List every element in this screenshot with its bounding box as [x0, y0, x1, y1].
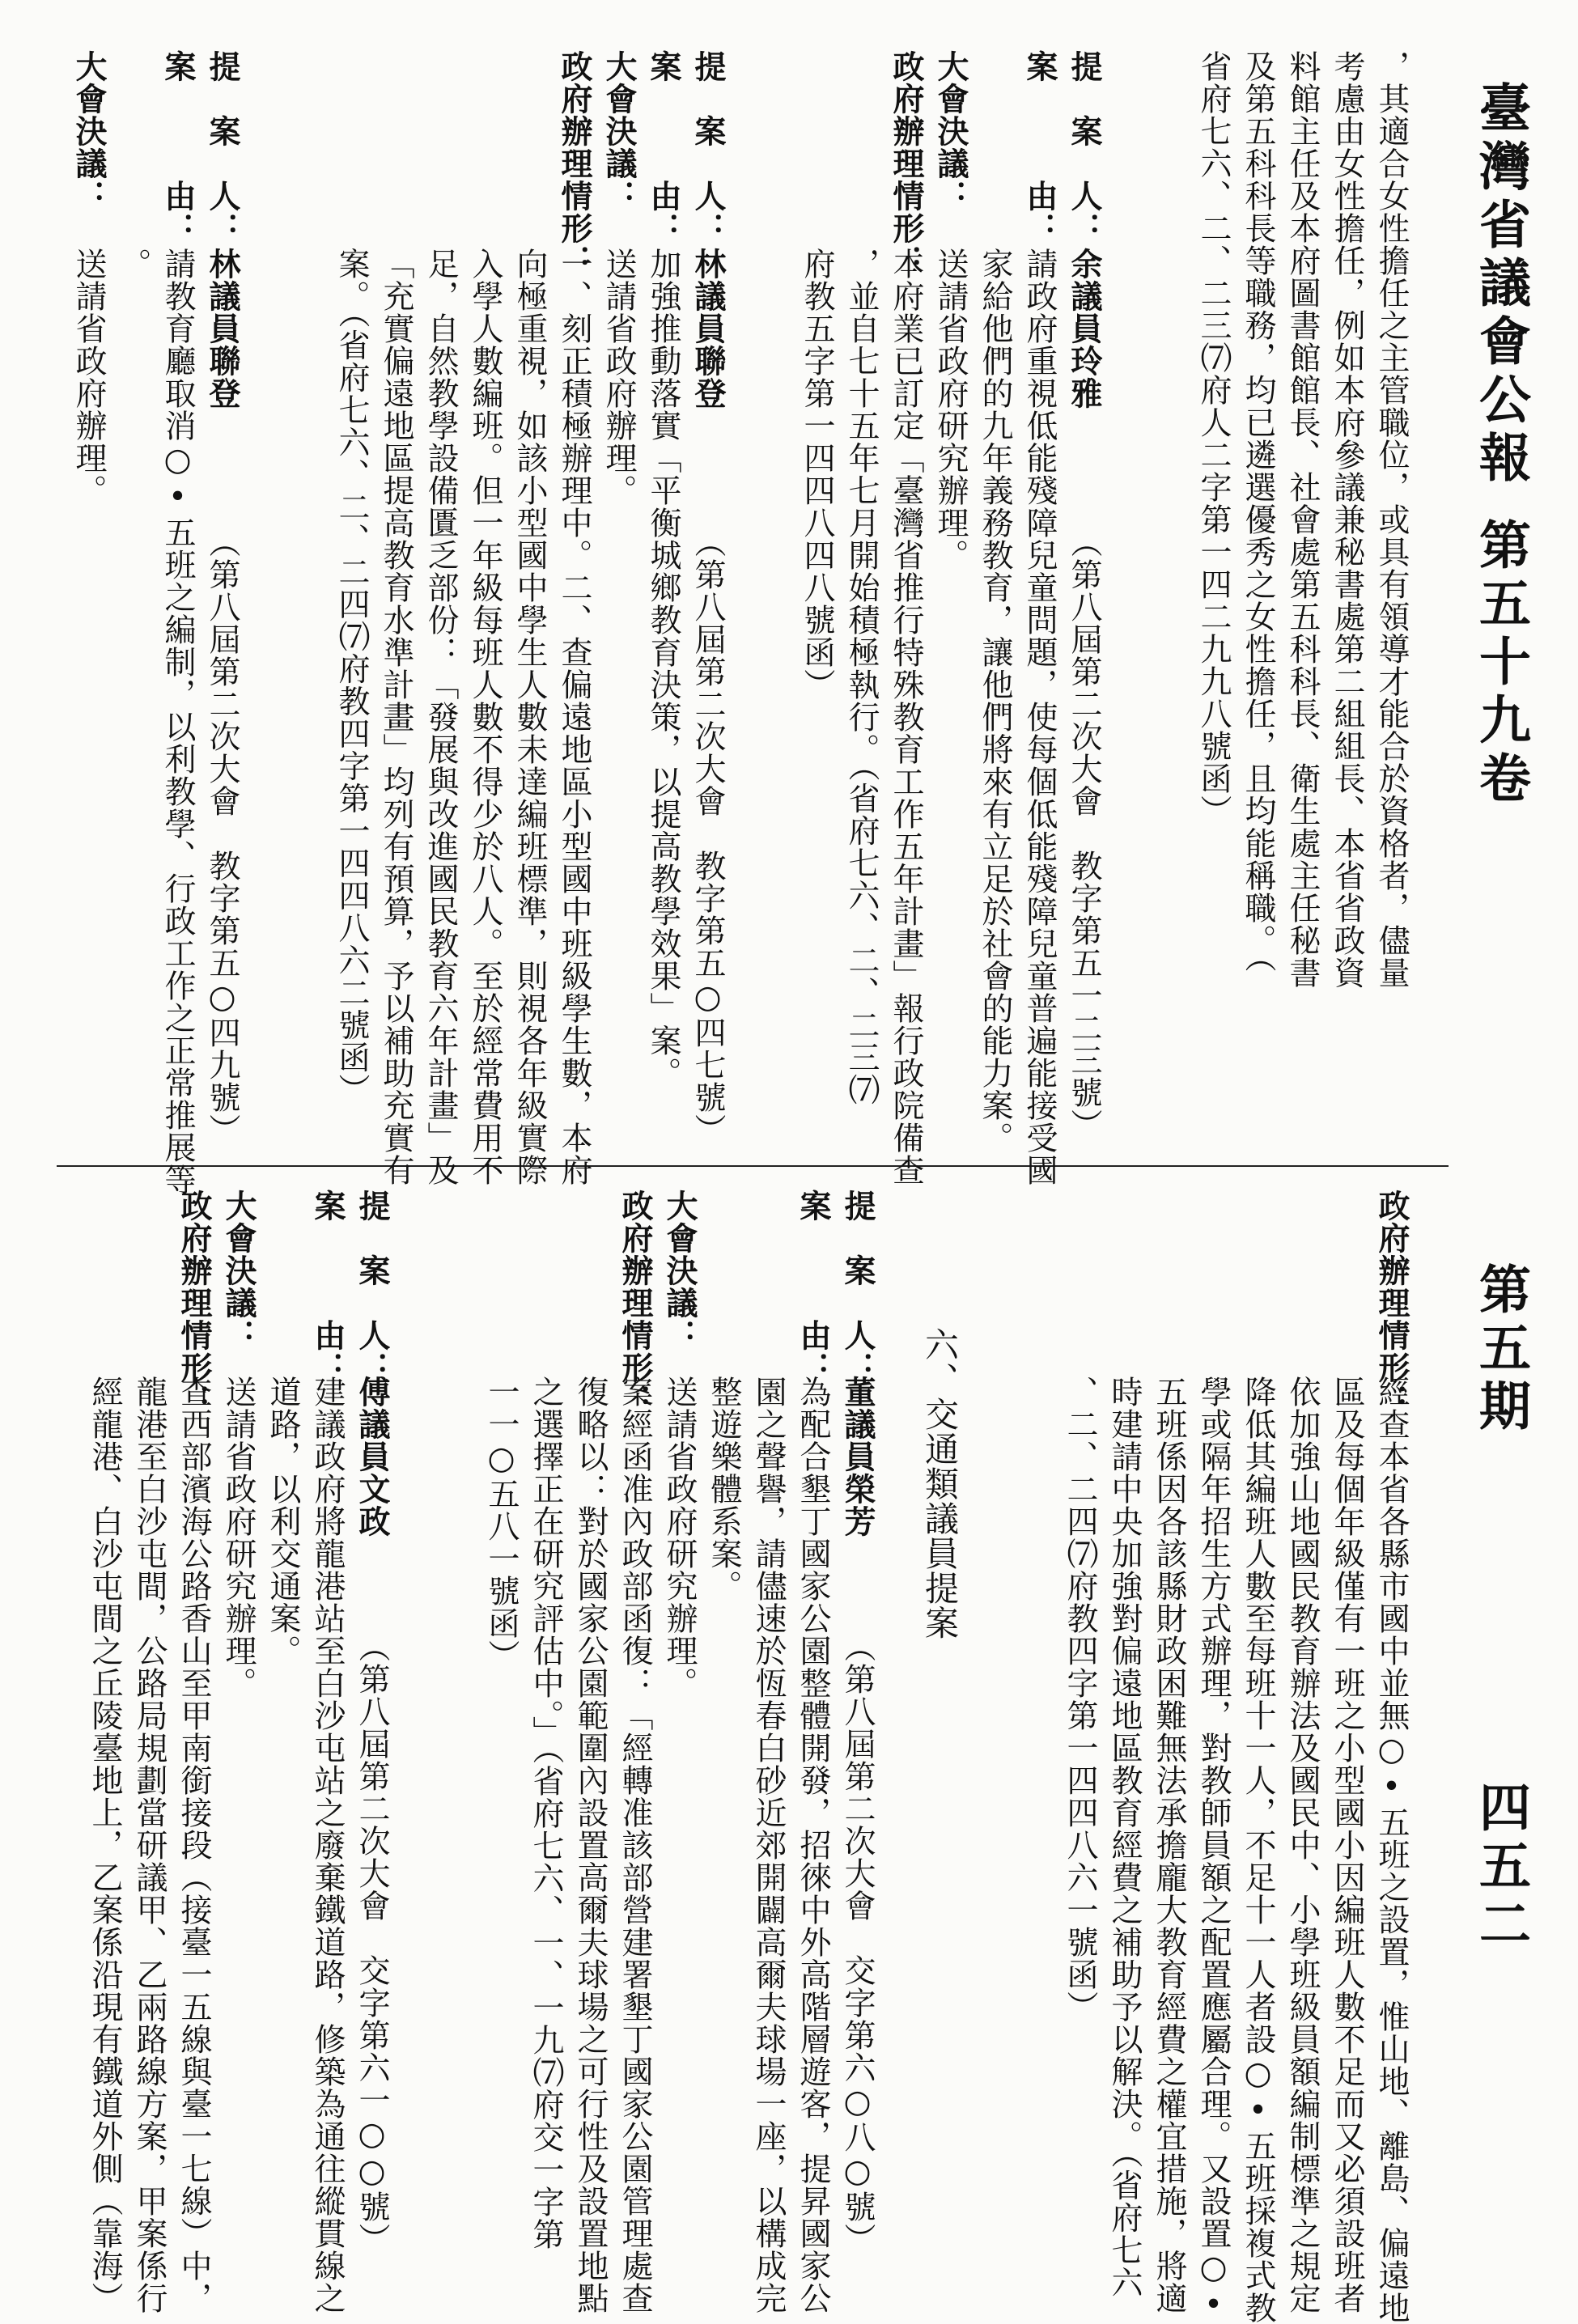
reason-label: 案 由： — [159, 50, 197, 244]
gov-handling-text: 龍港至白沙屯間，公路局規劃當研議甲、乙兩路線方案，甲案係行 — [131, 1376, 168, 2314]
gov-handling-text: 依加強山地國民教育辦法及國民中、小學班級員額編制標準之規定 — [1284, 1376, 1321, 2314]
reason-text: 請政府重視低能殘障兒童問題，使每個低能殘障兒童普遍能接受國 — [1021, 248, 1058, 1186]
proposer-name: 傅議員文政 — [354, 1376, 391, 1537]
proposer-label: 提 案 人： — [204, 50, 241, 244]
gov-handling-text: ，並自七十五年七月開始積極執行。（省府七六、二、二三⑺ — [843, 248, 880, 1106]
issue-label: 第五期 — [1470, 1262, 1531, 1437]
reason-text: 加強推動落實「平衡城鄉教育決策，以提高教學效果」案。 — [645, 248, 681, 1089]
gov-handling-text: 府教五字第一四四八四八號函） — [799, 248, 835, 701]
gov-handling-text: 時建請中央加強對偏遠地區教育經費之補助予以解決。（省府七六 — [1106, 1376, 1143, 2299]
decision-label: 大會決議： — [70, 50, 108, 212]
proposer-name: 林議員聯登 — [689, 248, 727, 409]
gov-handling-text: 入學人數編班。但一年級每班人數不得少於八人。至於經常費用不 — [467, 248, 503, 1186]
proposer-name: 董議員榮芳 — [839, 1376, 876, 1537]
proposal-ref: （第八屆第二次大會 教字第五○四七號） — [689, 526, 726, 1146]
decision-label: 大會決議： — [220, 1190, 257, 1351]
gov-handling-text: 一、刻正積極辦理中。二、查偏遠地區小型國中班級學生數，本府 — [556, 248, 592, 1186]
page-number: 四五二 — [1470, 1780, 1531, 1955]
section-heading: 六、交通類議員提案 — [920, 1327, 960, 1640]
gov-handling-text: 降低其編班人數至每班十一人，不足十一人者設○•五班採複式教 — [1240, 1376, 1276, 2324]
gov-handling-text: 一一○五八一號函） — [483, 1376, 520, 1672]
gov-handling-text: 學或隔年招生方式辦理，對教師員額之配置應屬合理。又設置○• — [1195, 1376, 1232, 2324]
gov-handling-text: 經查本省各縣市國中並無○•五班之設置，惟山地、離島、偏遠地 — [1373, 1376, 1410, 2324]
gov-handling-label: 政府辦理情形： — [176, 1190, 213, 1416]
continued-text: 及第五科科長等職務，均已遴選優秀之女性擔任，且均能稱職。（ — [1240, 50, 1276, 973]
gov-handling-label: 政府辦理情形： — [1373, 1190, 1410, 1416]
reason-label: 案 由： — [309, 1190, 346, 1384]
reason-text: 整遊樂體系案。 — [706, 1376, 742, 1602]
reason-label: 案 由： — [645, 50, 682, 244]
reason-text: 為配合墾丁國家公園整體開發，招徠中外高階層遊客，提昇國家公 — [795, 1376, 831, 2314]
reason-text: 。 — [115, 248, 151, 280]
reason-text: 家給他們的九年義務教育，讓他們將來有立足於社會的能力案。 — [977, 248, 1013, 1154]
journal-title: 臺灣省議會公報 — [1470, 81, 1531, 489]
decision-text: 送請省政府研究辦理。 — [220, 1376, 257, 1699]
decision-text: 送請省政府研究辦理。 — [932, 248, 969, 571]
continued-text: ，其適合女性擔任之主管職位，或具有領導才能合於資格者，儘量 — [1373, 50, 1410, 989]
proposer-label: 提 案 人： — [1066, 50, 1103, 244]
reason-text: 請教育廳取消○•五班之編制，以利教學、行政工作之正常推展等 — [159, 248, 196, 1196]
gov-handling-text: 向極重視，如該小型國中學生人數未達編班標準，則視各年級實際 — [511, 248, 548, 1186]
section-divider — [57, 1165, 1449, 1167]
gov-handling-text: 本府業已訂定「臺灣省推行特殊教育工作五年計畫」報行政院備查 — [888, 248, 924, 1186]
proposer-name: 林議員聯登 — [204, 248, 241, 409]
proposal-ref: （第八屆第二次大會 教字第五○四九號） — [204, 526, 240, 1146]
decision-text: 送請省政府辦理。 — [600, 248, 637, 507]
reason-label: 案 由： — [795, 1190, 832, 1384]
reason-text: 園之聲譽，請儘速於恆春白砂近郊開闢高爾夫球場一座，以構成完 — [750, 1376, 787, 2314]
proposal-ref: （第八屆第二次大會 教字第五一二三號） — [1066, 526, 1102, 1141]
gov-handling-text: 、二、二四⑺府教四字第一四四八六一號函） — [1062, 1376, 1098, 2023]
proposer-label: 提 案 人： — [839, 1190, 876, 1384]
continued-text: 考慮由女性擔任，例如本府參議兼秘書處第二組組長、本省省政資 — [1329, 50, 1365, 989]
gov-handling-label: 政府辦理情形： — [617, 1190, 654, 1416]
proposer-label: 提 案 人： — [354, 1190, 391, 1384]
gov-handling-text: 案。（省府七六、二、二四⑺府教四字第一四四八六二號函） — [333, 248, 370, 1106]
gov-handling-text: 之選擇正在研究評估中。」（省府七六、一、一九⑺府交一字第 — [528, 1376, 564, 2250]
continued-text: 料館主任及本府圖書館館長、社會處第五科科長、衛生處主任秘書 — [1284, 50, 1321, 989]
gov-handling-text: 足，自然教學設備匱乏部份：「發展與改進國民教育六年計畫」及 — [422, 248, 459, 1186]
gov-handling-text: 區及每個年級僅有一班之小型國小因編班人數不足而又必須設班者 — [1329, 1376, 1365, 2314]
gov-handling-text: 「充實偏遠地區提高教育水準計畫」均列有預算，予以補助充實有 — [378, 248, 414, 1186]
gov-handling-text: 復略以：對於國家公園範圍內設置高爾夫球場之可行性及設置地點 — [572, 1376, 609, 2314]
proposal-ref: （第八屆第二次大會 交字第六○八○號） — [839, 1631, 876, 2255]
proposer-name: 余議員玲雅 — [1066, 248, 1103, 409]
decision-label: 大會決議： — [932, 50, 969, 212]
gov-handling-text: 案經函准內政部函復：「經轉准該部營建署墾丁國家公園管理處查 — [617, 1376, 653, 2314]
reason-label: 案 由： — [1021, 50, 1058, 244]
decision-label: 大會決議： — [661, 1190, 698, 1351]
decision-label: 大會決議： — [600, 50, 638, 212]
proposal-ref: （第八屆第二次大會 交字第六一○○號） — [354, 1631, 390, 2255]
gov-handling-text: 查西部濱海公路香山至甲南銜接段（接臺一五線與臺一七線）中， — [176, 1376, 212, 2314]
decision-text: 送請省政府研究辦理。 — [661, 1376, 698, 1699]
gov-handling-text: 五班係因各該縣財政困難無法承擔龐大教育經費之權宜措施，將適 — [1151, 1376, 1187, 2314]
proposer-label: 提 案 人： — [689, 50, 727, 244]
continued-text: 省府七六、二、二三⑺府人二字第一四二九九八號函） — [1195, 50, 1232, 827]
reason-text: 道路，以利交通案。 — [265, 1376, 301, 1667]
gov-handling-label: 政府辦理情形： — [888, 50, 925, 277]
reason-text: 建議政府將龍港站至白沙屯站之廢棄鐵道路，修築為通往縱貫線之 — [309, 1376, 346, 2314]
decision-text: 送請省政府辦理。 — [70, 248, 107, 507]
gov-handling-text: 經龍港、白沙屯間之丘陵臺地上，乙案係沿現有鐵道外側（靠海） — [87, 1376, 123, 2314]
volume-label: 第五十九卷 — [1470, 518, 1531, 809]
gov-handling-label: 政府辦理情形： — [556, 50, 593, 277]
